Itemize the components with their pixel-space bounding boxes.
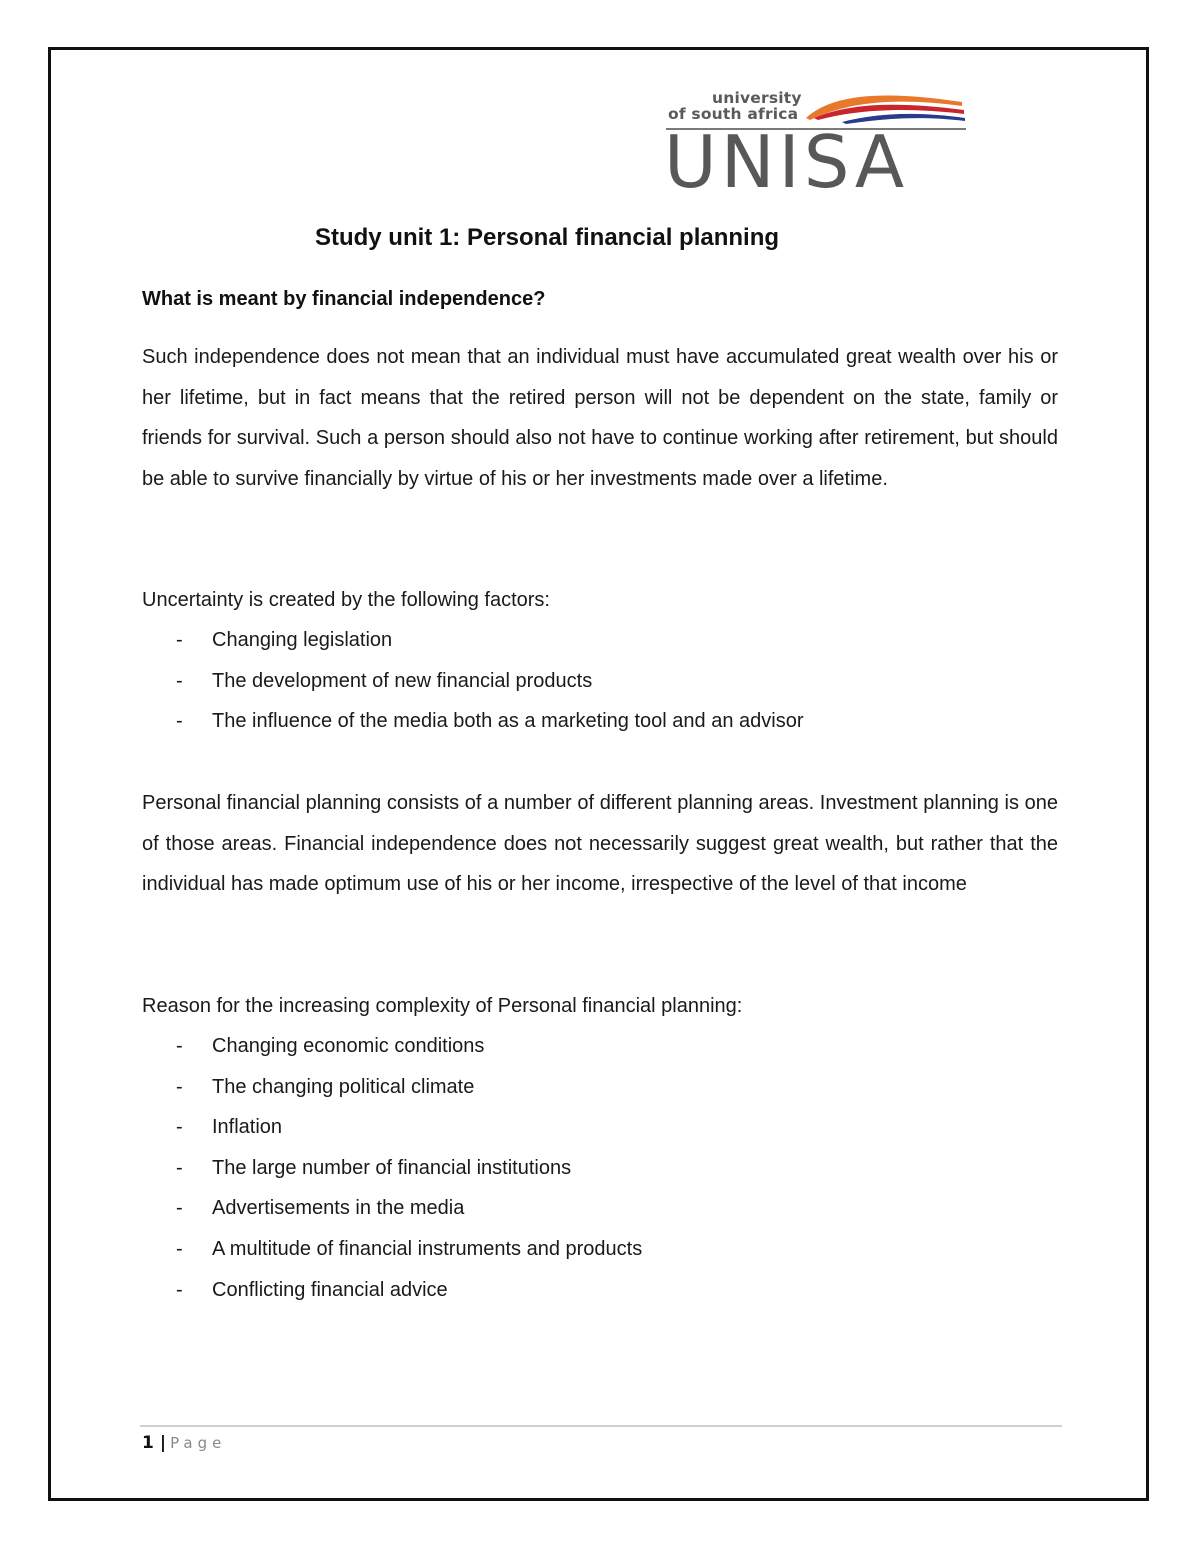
section-heading: What is meant by financial independence? <box>142 288 546 310</box>
list-item <box>142 1026 642 1067</box>
list-item <box>142 620 803 661</box>
bullet-marker: - <box>176 1278 183 1301</box>
list-item-text: Changing economic conditions <box>212 1035 485 1057</box>
list-item-text: The development of new financial products <box>212 669 593 692</box>
list-item <box>142 1270 642 1311</box>
footer-rule <box>140 1425 1062 1427</box>
list-item-text: The large number of financial institutions <box>212 1156 572 1179</box>
list-item-text: The changing political climate <box>212 1075 475 1098</box>
list-item-text: The influence of the media both as a marketing tool and an advisor <box>212 710 804 733</box>
logo-line-2: of south africa <box>668 105 799 123</box>
logo-line-1: university <box>712 89 802 107</box>
list-item-text: Advertisements in the media <box>212 1197 465 1220</box>
list-item <box>142 1229 642 1270</box>
footer-separator: | <box>159 1433 167 1453</box>
page-footer <box>142 1433 226 1453</box>
bullet-marker: - <box>176 629 183 651</box>
logo-text-small <box>668 90 802 122</box>
list-item <box>142 701 803 742</box>
logo-wordmark: UNISA <box>664 120 909 204</box>
uncertainty-list <box>142 620 803 742</box>
list-item-text: Changing legislation <box>212 629 393 651</box>
complexity-list <box>142 1026 642 1310</box>
uncertainty-intro: Uncertainty is created by the following factors: <box>142 589 550 611</box>
unisa-logo <box>664 86 974 204</box>
list-item <box>142 1188 642 1229</box>
page-number: 1 <box>142 1433 154 1453</box>
list-item <box>142 1148 642 1189</box>
bullet-marker: - <box>176 710 183 733</box>
page-title: Study unit 1: Personal financial planning <box>314 224 780 251</box>
list-item <box>142 1107 642 1148</box>
page-label: Page <box>170 1434 227 1452</box>
bullet-marker: - <box>176 1116 183 1139</box>
paragraph-financial-independence: Such independence does not mean that an individual must have accumulated great wealth over his or her lifetime, but in fact means that the retired person will not be dependent on the state, family or friends for survival. Such a person should also not have to continue working after retirement, but should be able to survive financially by virtue of his or her investments made over a lifetime. <box>142 346 1058 490</box>
list-item <box>142 1067 642 1108</box>
list-item <box>142 661 803 702</box>
bullet-marker: - <box>176 1237 183 1260</box>
complexity-intro: Reason for the increasing complexity of Personal financial planning: <box>142 995 743 1017</box>
list-item-text: Inflation <box>212 1116 283 1139</box>
paragraph-planning-areas: Personal financial planning consists of a number of different planning areas. Investment planning is one of those areas. Financial independence does not necessarily suggest great wealth, but rather that the individual has made optimum use of his or her income, irrespective of the level of that income <box>142 792 1058 896</box>
list-item-text: A multitude of financial instruments and products <box>212 1237 643 1260</box>
bullet-marker: - <box>176 1075 183 1098</box>
bullet-marker: - <box>176 669 183 692</box>
bullet-marker: - <box>176 1035 183 1057</box>
list-item-text: Conflicting financial advice <box>212 1278 448 1301</box>
bullet-marker: - <box>176 1197 183 1220</box>
bullet-marker: - <box>176 1156 183 1179</box>
